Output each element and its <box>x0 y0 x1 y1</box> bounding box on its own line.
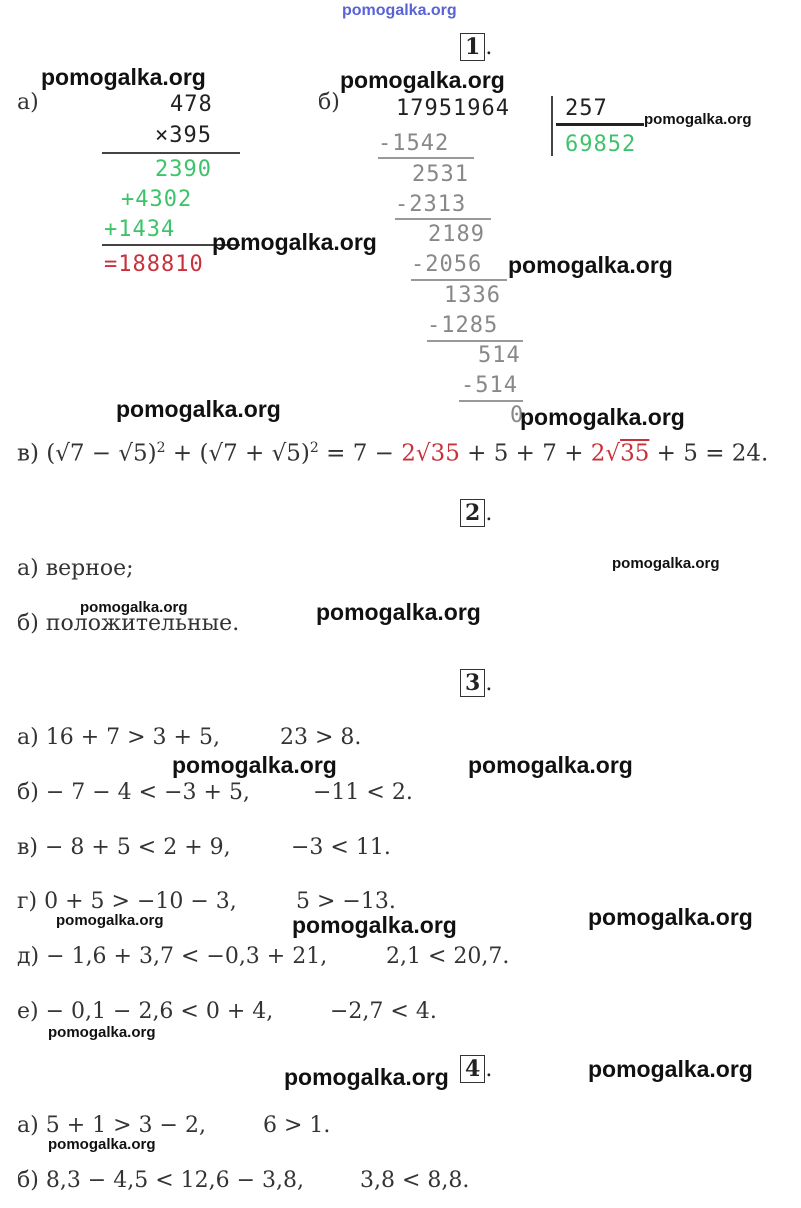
task3-row <box>17 889 237 914</box>
division-step: -1542 <box>378 131 450 156</box>
task3-row-right: −3 < 11. <box>291 835 391 860</box>
watermark[interactable]: pomogalka.org <box>468 752 633 778</box>
watermark[interactable]: pomogalka.org <box>80 599 188 616</box>
division-step-line <box>395 218 491 220</box>
exponent: 2 <box>156 440 166 456</box>
divisor: 257 <box>565 96 608 121</box>
inequality-left: 0 + 5 > −10 − 3, <box>44 889 237 914</box>
division-step: 2531 <box>412 162 469 187</box>
inequality-left: 16 + 7 > 3 + 5, <box>45 725 220 750</box>
task4-row-right: 3,8 < 8,8. <box>360 1168 470 1193</box>
task4-row <box>17 1168 304 1193</box>
product-result: =188810 <box>104 252 204 277</box>
watermark[interactable]: pomogalka.org <box>48 1136 156 1153</box>
watermark[interactable]: pomogalka.org <box>612 555 720 572</box>
watermark[interactable]: pomogalka.org <box>340 67 505 93</box>
partial-product-3: +1434 <box>104 217 176 242</box>
division-bar <box>551 96 553 156</box>
formula-red-term-2 <box>591 441 650 467</box>
watermark[interactable]: pomogalka.org <box>48 1024 156 1041</box>
task-number-dot: . <box>485 35 493 60</box>
division-step: 2189 <box>428 222 485 247</box>
task-2-header <box>460 500 492 526</box>
exponent: 2 <box>309 440 319 456</box>
watermark[interactable]: pomogalka.org <box>588 1056 753 1082</box>
formula-term-2: (√7 + √5) <box>199 440 310 467</box>
task-number-box: 1 <box>460 33 485 61</box>
formula-eq-1: = 7 − <box>326 440 394 467</box>
division-step: -2313 <box>395 192 467 217</box>
formula-red-coef: 2√ <box>590 440 621 467</box>
dividend: 17951964 <box>396 96 510 121</box>
inequality-left: 5 + 1 > 3 − 2, <box>45 1113 206 1138</box>
formula-eq-3: + 5 = 24. <box>656 440 769 467</box>
task-4-header <box>460 1056 492 1082</box>
division-step-line <box>459 400 523 402</box>
item-text: верное; <box>45 556 134 581</box>
inequality-left: − 7 − 4 < −3 + 5, <box>45 780 250 805</box>
task4-row <box>17 1113 206 1138</box>
item-text: положительные. <box>45 611 240 636</box>
formula-plus: + <box>172 440 193 467</box>
item-label: б) <box>17 1168 39 1193</box>
item-label: а) <box>17 725 39 750</box>
task-3-header <box>460 670 492 696</box>
task3-row <box>17 725 220 750</box>
task-number-box: 2 <box>460 499 485 527</box>
partial-product-1: 2390 <box>155 157 212 182</box>
task1-c-label: в) <box>17 440 39 467</box>
multiplier: ×395 <box>155 123 212 148</box>
watermark[interactable]: pomogalka.org <box>212 229 377 255</box>
item-label: е) <box>17 999 39 1024</box>
quotient: 69852 <box>565 132 637 157</box>
task3-row-right: 2,1 < 20,7. <box>386 944 510 969</box>
task3-row-right: −11 < 2. <box>313 780 413 805</box>
inequality-left: − 1,6 + 3,7 < −0,3 + 21, <box>46 944 328 969</box>
watermark[interactable]: pomogalka.org <box>508 252 673 278</box>
watermark-top[interactable]: pomogalka.org <box>342 2 457 19</box>
task-number-dot: . <box>485 671 493 696</box>
watermark[interactable]: pomogalka.org <box>56 912 164 929</box>
multiplicand: 478 <box>170 92 213 117</box>
task3-row <box>17 780 250 805</box>
item-label: б) <box>17 611 39 636</box>
watermark[interactable]: pomogalka.org <box>284 1064 449 1090</box>
task-number-box: 3 <box>460 669 485 697</box>
watermark[interactable]: pomogalka.org <box>520 404 685 430</box>
watermark[interactable]: pomogalka.org <box>41 64 206 90</box>
division-remainder: 0 <box>510 403 525 428</box>
task-number-dot: . <box>485 501 493 526</box>
task3-row-right: 23 > 8. <box>280 725 362 750</box>
task-number-dot: . <box>485 1057 493 1082</box>
watermark[interactable]: pomogalka.org <box>172 752 337 778</box>
divisor-line <box>556 123 644 126</box>
division-step: -1285 <box>427 313 499 338</box>
task3-row <box>17 944 327 969</box>
formula-eq-2: + 5 + 7 + <box>467 440 584 467</box>
division-step-line <box>411 279 507 281</box>
item-label: а) <box>17 1113 39 1138</box>
task1-a-label: а) <box>17 90 39 115</box>
inequality-left: − 8 + 5 < 2 + 9, <box>44 835 231 860</box>
division-step: -514 <box>461 373 518 398</box>
watermark[interactable]: pomogalka.org <box>644 111 752 128</box>
item-label: б) <box>17 780 39 805</box>
formula-red-radicand: 35 <box>620 440 650 467</box>
formula-red-term-1: 2√35 <box>401 440 460 467</box>
watermark[interactable]: pomogalka.org <box>292 912 457 938</box>
division-step: 514 <box>478 343 521 368</box>
task3-row-right: 5 > −13. <box>296 889 396 914</box>
division-step: 1336 <box>444 283 501 308</box>
watermark[interactable]: pomogalka.org <box>116 396 281 422</box>
division-step: -2056 <box>411 252 483 277</box>
item-label: а) <box>17 556 39 581</box>
multiplication-line <box>102 152 240 154</box>
partial-product-2: +4302 <box>121 187 193 212</box>
task3-row <box>17 999 273 1024</box>
inequality-left: 8,3 − 4,5 < 12,6 − 3,8, <box>45 1168 305 1193</box>
task4-row-right: 6 > 1. <box>263 1113 331 1138</box>
task2-a <box>17 556 134 581</box>
formula-term-1: (√7 − √5) <box>46 440 157 467</box>
division-step-line <box>427 340 523 342</box>
inequality-left: − 0,1 − 2,6 < 0 + 4, <box>45 999 274 1024</box>
task3-row <box>17 835 231 860</box>
task1-b-label: б) <box>318 90 340 115</box>
task1-c-formula <box>17 440 768 467</box>
task3-row-right: −2,7 < 4. <box>330 999 437 1024</box>
item-label: д) <box>17 944 40 969</box>
task-number-box: 4 <box>460 1055 485 1083</box>
division-step-line <box>378 157 474 159</box>
item-label: г) <box>17 889 38 914</box>
task-1-header <box>460 34 492 60</box>
item-label: в) <box>17 835 38 860</box>
watermark[interactable]: pomogalka.org <box>588 904 753 930</box>
watermark[interactable]: pomogalka.org <box>316 599 481 625</box>
